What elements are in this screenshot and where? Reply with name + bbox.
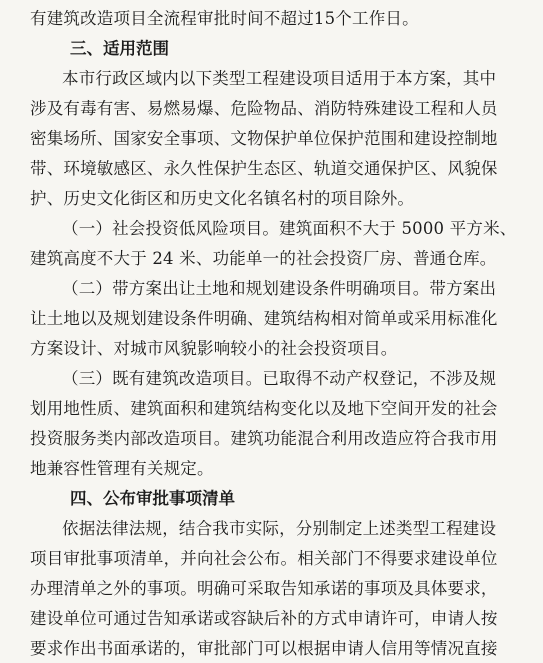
section-heading: 三、适用范围 [70, 39, 169, 58]
text-line: 有建筑改造项目全流程审批时间不超过15个工作日。 [30, 9, 419, 28]
text-line: 要求作出书面承诺的，审批部门可以根据申请人信用等情况直接 [30, 639, 498, 658]
text-line: 让土地以及规划建设条件明确、建筑结构相对简单或采用标准化 [30, 309, 498, 328]
text-line: 办理清单之外的事项。明确可采取告知承诺的事项及具体要求， [30, 579, 498, 598]
text-line: 涉及有毒有害、易燃易爆、危险物品、消防特殊建设工程和人员 [30, 99, 498, 118]
text-line: 项目审批事项清单，并向社会公布。相关部门不得要求建设单位 [30, 549, 498, 568]
text-line: 投资服务类内部改造项目。建筑功能混合利用改造应符合我市用 [30, 429, 498, 448]
text-line: （二）带方案出让土地和规划建设条件明确项目。带方案出 [62, 279, 497, 298]
text-line: 依据法律法规，结合我市实际，分别制定上述类型工程建设 [62, 519, 497, 538]
text-line: 带、环境敏感区、永久性保护生态区、轨道交通保护区、风貌保 [30, 159, 498, 178]
text-line: 护、历史文化街区和历史文化名镇名村的项目除外。 [30, 189, 415, 208]
section-heading: 四、公布审批事项清单 [70, 489, 235, 508]
text-line: 划用地性质、建筑面积和建筑结构变化以及地下空间开发的社会 [30, 399, 498, 418]
text-line: （一）社会投资低风险项目。建筑面积不大于 5000 平方米、 [62, 219, 517, 238]
text-line: 方案设计、对城市风貌影响较小的社会投资项目。 [30, 339, 398, 358]
text-line: 建设单位可通过告知承诺或容缺后补的方式申请许可，申请人按 [30, 609, 498, 628]
text-line: （三）既有建筑改造项目。已取得不动产权登记，不涉及规 [62, 369, 497, 388]
text-line: 建筑高度不大于 24 米、功能单一的社会投资厂房、普通仓库。 [30, 249, 497, 268]
text-line: 本市行政区域内以下类型工程建设项目适用于本方案，其中 [62, 69, 497, 88]
text-line: 密集场所、国家安全事项、文物保护单位保护范围和建设控制地 [30, 129, 498, 148]
text-line: 地兼容性管理有关规定。 [30, 459, 214, 478]
